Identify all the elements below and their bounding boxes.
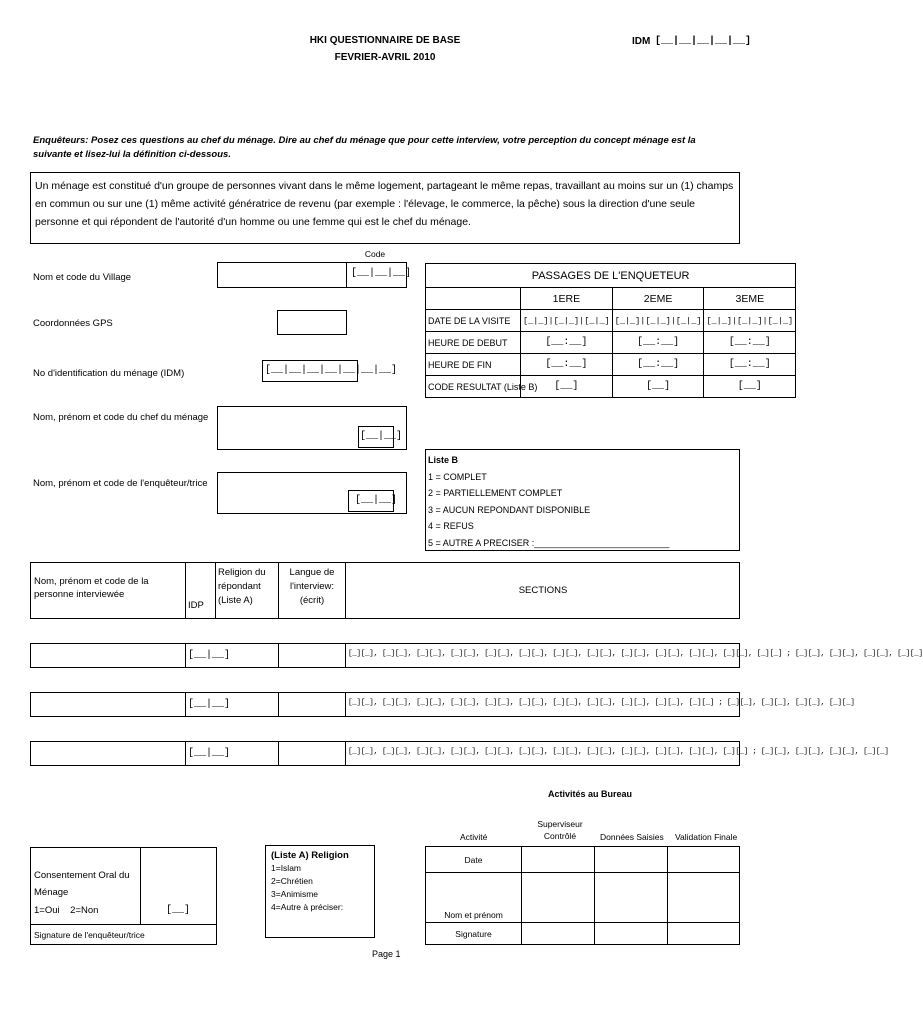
passage-col-3: 3EME [704,288,796,310]
code-column-header: Code [364,249,386,259]
village-code[interactable]: [__|__|__] [351,268,412,279]
divider [345,741,346,766]
liste-b-item: 3 = AUCUN REPONDANT DISPONIBLE [428,504,591,515]
gps-input[interactable] [277,310,347,335]
passage-col-2: 2EME [612,288,704,310]
bureau-cell[interactable] [595,923,668,945]
divider [185,741,186,766]
divider [278,643,279,668]
bureau-col-superviseur: Superviseur Contrôlé [537,819,583,841]
passage-col-1: 1ERE [521,288,613,310]
gps-label: Coordonnées GPS [33,318,113,329]
bureau-row-nom: Nom et prénom [426,873,522,923]
page-number: Page 1 [372,949,401,959]
liste-a-item: 1=Islam [271,863,301,873]
resp-sections-header: SECTIONS [518,585,568,596]
consent-code[interactable]: [__] [166,905,191,916]
passage-row-label: HEURE DE FIN [426,354,521,376]
passage-cell[interactable]: [__:__] [704,354,796,376]
divider [185,562,186,619]
divider [185,643,186,668]
consent-signature-label: Signature de l'enquêteur/trice [34,930,145,940]
bureau-cell[interactable] [668,873,740,923]
bureau-cell[interactable] [522,923,595,945]
passage-cell[interactable]: [__:__] [521,332,613,354]
bureau-col-saisies: Données Saisies [600,832,664,842]
bureau-col-validation: Validation Finale [675,832,738,842]
enqueteur-label: Nom, prénom et code de l'enquêteur/trice [33,478,208,489]
passage-cell[interactable]: [__] [612,376,704,398]
divider [185,692,186,717]
liste-a-item: 3=Animisme [271,889,319,899]
household-definition: Un ménage est constitué d'un groupe de personnes vivant dans le même logement, partageant le même repas, travaillant au moins sur un (1) champs en commun ou sur une (1) même activité génératrice de revenu (par exemple : l'élevage, le commerce, la pêche) sous la direction d'une seule personne et qui répondent de l'autorité d'un homme ou une femme qui est le chef du ménage. [30,172,740,244]
resp-sections-codes[interactable]: [_][_], [_][_], [_][_], [_][_], [_][_], [_][_], [_][_], [_][_], [_][_], [_][_], [_][_] ; [_][_], [_][_], [_][_], [_][_] [348,699,855,707]
liste-b-item: 1 = COMPLET [428,471,487,482]
liste-a-item: 2=Chrétien [271,876,313,886]
passage-row-label: CODE RESULTAT (Liste B) [426,376,521,398]
passage-row-label: DATE DE LA VISITE [426,310,521,332]
liste-b-box [425,449,740,551]
resp-langue-header: Langue de l'interview: (écrit) [289,567,335,606]
divider [345,643,346,668]
idm-header-label: IDM [632,36,651,47]
passage-cell[interactable]: [__:__] [521,354,613,376]
resp-idp-code[interactable]: [__|__] [188,650,231,661]
form-title: HKI QUESTIONNAIRE DE BASE [309,35,461,46]
bureau-cell[interactable] [522,873,595,923]
passages-empty-cell [426,288,521,310]
resp-sections-codes[interactable]: [_][_], [_][_], [_][_], [_][_], [_][_], [_][_], [_][_], [_][_], [_][_], [_][_], [_][_], [_][_] ; [_][_], [_][_], [_][_], [_][_] [348,748,889,756]
bureau-cell[interactable] [668,923,740,945]
idm-header-code[interactable]: [__|__|__|__|__] [655,36,752,47]
chef-code[interactable]: [__|__] [360,431,403,442]
enqueteur-code[interactable]: [__|__] [355,495,398,506]
village-label: Nom et code du Village [33,272,132,283]
liste-b-item: 2 = PARTIELLEMENT COMPLET [428,488,563,498]
bureau-cell[interactable] [522,847,595,873]
passage-cell[interactable]: [_|_]|[_|_]|[_|_] [521,310,613,332]
passage-cell[interactable]: [_|_]|[_|_]|[_|_] [612,310,704,332]
divider [278,562,279,619]
idm-code[interactable]: [__|__|__|__|__|__|__] [265,365,398,376]
resp-idp-code[interactable]: [__|__] [188,748,231,759]
bureau-title: Activités au Bureau [548,789,633,799]
liste-a-item: 4=Autre à préciser: [271,902,344,912]
bureau-cell[interactable] [595,847,668,873]
liste-b-title: Liste B [428,455,459,465]
passage-cell[interactable]: [__] [704,376,796,398]
resp-idp-header: IDP [188,600,204,611]
divider [278,692,279,717]
passage-cell[interactable]: [__:__] [612,354,704,376]
bureau-table [425,846,740,945]
passage-cell[interactable]: [_|_]|[_|_]|[_|_] [704,310,796,332]
divider [345,692,346,717]
passages-title: PASSAGES DE L'ENQUETEUR [426,264,796,288]
chef-label: Nom, prénom et code du chef du ménage [33,412,209,423]
idm-label: No d'identification du ménage (IDM) [33,368,185,379]
divider [215,562,216,619]
bureau-row-signature: Signature [426,923,522,945]
passages-table [425,263,796,398]
resp-sections-codes[interactable]: [_][_], [_][_], [_][_], [_][_], [_][_], [_][_], [_][_], [_][_], [_][_], [_][_], [_][_], [_][_], [_][_] ; [_][_], [_][_], [_][_], [_][_] [348,650,923,658]
liste-b-item: 5 = AUTRE A PRECISER :___________________________ [428,537,670,548]
consent-options: 1=Oui 2=Non [34,905,99,916]
divider [278,741,279,766]
bureau-cell[interactable] [668,847,740,873]
liste-a-title: (Liste A) Religion [271,850,349,861]
liste-a-box [265,845,375,938]
consent-label-line1: Consentement Oral du [34,870,130,881]
passage-cell[interactable]: [__:__] [704,332,796,354]
bureau-cell[interactable] [595,873,668,923]
resp-name-header: Nom, prénom et code de la personne interviewée [34,576,149,600]
bureau-row-date: Date [426,847,522,873]
divider [140,847,141,924]
liste-b-item: 4 = REFUS [428,521,474,531]
divider [30,924,217,925]
bureau-col-activity: Activité [460,832,488,842]
interviewer-instructions: Enquêteurs: Posez ces questions au chef du ménage. Dire au chef du ménage que pour cette interview, votre perception du concept ménage est la suivante et lisez-lui la définition ci-dessous. [33,135,696,160]
passage-row-label: HEURE DE DEBUT [426,332,521,354]
passage-cell[interactable]: [__] [521,376,613,398]
consent-label-line2: Ménage [34,887,69,898]
passage-cell[interactable]: [__:__] [612,332,704,354]
resp-idp-code[interactable]: [__|__] [188,699,231,710]
form-subtitle: FEVRIER-AVRIL 2010 [334,52,436,63]
resp-religion-header: Religion du répondant (Liste A) [218,567,266,606]
